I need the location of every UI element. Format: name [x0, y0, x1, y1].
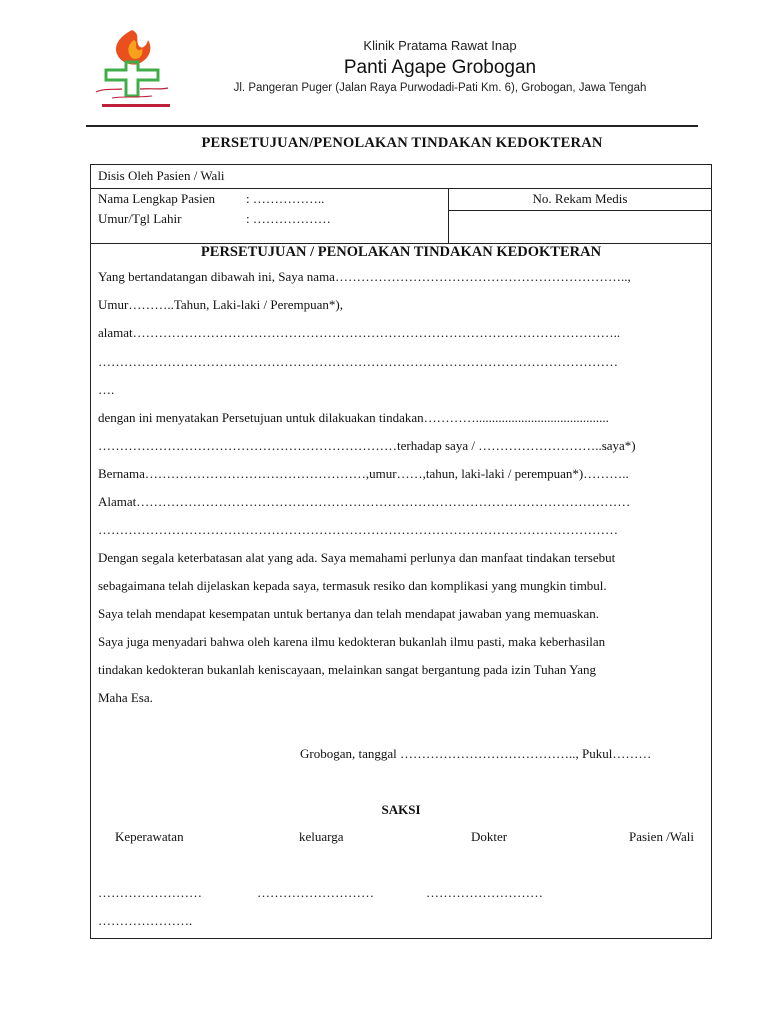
- witness-patient-label: Pasien /Wali: [629, 829, 695, 844]
- body-line: alamat…………………………………………………………………………………………………..: [98, 325, 621, 340]
- witness-nursing-label: Keperawatan: [115, 829, 184, 844]
- patient-name-field[interactable]: : ……………..: [246, 191, 325, 206]
- body-line: sebagaimana telah dijelaskan kepada saya, termasuk resiko dan komplikasi yang mungkin timbul.: [98, 578, 607, 593]
- body-line: Saya juga menyadari bahwa oleh karena ilmu kedokteran bukanlah ilmu pasti, maka keberhasilan: [98, 634, 606, 649]
- clinic-logo: [92, 26, 184, 112]
- patient-info-cell: [91, 189, 449, 243]
- age-field[interactable]: : ………………: [246, 211, 331, 226]
- filled-by-row: [91, 165, 711, 189]
- clinic-name: Panti Agape Grobogan: [343, 57, 537, 78]
- body-line: Alamat……………………………………………………………………………………………………: [98, 494, 631, 509]
- witness-family-label: keluarga: [299, 829, 344, 844]
- patient-name-label: Nama Lengkap Pasien: [98, 191, 215, 206]
- place-date-line: Grobogan, tanggal ………………………………….., Pukul………: [300, 746, 652, 761]
- body-line: dengan ini menyatakan Persetujuan untuk dilakuakan tindakan………….........................................: [98, 410, 609, 425]
- age-line: [98, 211, 331, 227]
- body-line: Yang bertandatangan dibawah ini, Saya nama…………………………………………………………..,: [98, 269, 631, 284]
- clinic-type: Klinik Pratama Rawat Inap: [363, 38, 517, 53]
- patient-name-line: [98, 191, 324, 207]
- body-line: …………………………………………………………………………………………………………: [98, 354, 618, 369]
- signature-line-patient[interactable]: ………………….: [98, 913, 193, 928]
- body-line: ……………………………………………………………terhadap saya / ………………………..saya*): [98, 438, 636, 453]
- body-line: tindakan kedokteran bukanlah keniscayaan, melainkan sangat bergantung pada izin Tuhan Yang: [98, 662, 596, 677]
- body-line: …………………………………………………………………………………………………………: [98, 522, 618, 537]
- witness-doctor-label: Dokter: [471, 829, 508, 844]
- age-label: Umur/Tgl Lahir: [98, 211, 182, 226]
- body-line: Maha Esa.: [98, 690, 153, 705]
- filled-by-label: Disis Oleh Pasien / Wali: [98, 168, 225, 183]
- witness-title: SAKSI: [381, 802, 421, 817]
- signature-line-family[interactable]: ………………………: [257, 885, 374, 900]
- patient-info-row: [91, 189, 711, 244]
- signature-line-nursing[interactable]: ……………………: [98, 885, 202, 900]
- body-line: Umur………..Tahun, Laki-laki / Perempuan*),: [98, 297, 343, 312]
- flame-cross-logo-icon: [92, 26, 184, 112]
- consent-form: [90, 164, 712, 939]
- clinic-address: Jl. Pangeran Puger (Jalan Raya Purwodadi-Pati Km. 6), Grobogan, Jawa Tengah: [233, 82, 647, 94]
- medical-record-label: No. Rekam Medis: [449, 189, 711, 211]
- body-line: Dengan segala keterbatasan alat yang ada. Saya memahami perlunya dan manfaat tindakan tersebut: [98, 550, 616, 565]
- signature-line-doctor[interactable]: ………………………: [426, 885, 543, 900]
- body-line: ….: [98, 382, 115, 397]
- body-line: Saya telah mendapat kesempatan untuk bertanya dan telah mendapat jawaban yang memuaskan.: [98, 606, 600, 621]
- section-title: PERSETUJUAN / PENOLAKAN TINDAKAN KEDOKTERAN: [200, 244, 602, 260]
- document-title: PERSETUJUAN/PENOLAKAN TINDAKAN KEDOKTERAN: [201, 135, 603, 151]
- body-line: Bernama……………………………………………,umur……,tahun, laki-laki / perempuan*)………..: [98, 466, 629, 481]
- header-divider: [86, 125, 698, 127]
